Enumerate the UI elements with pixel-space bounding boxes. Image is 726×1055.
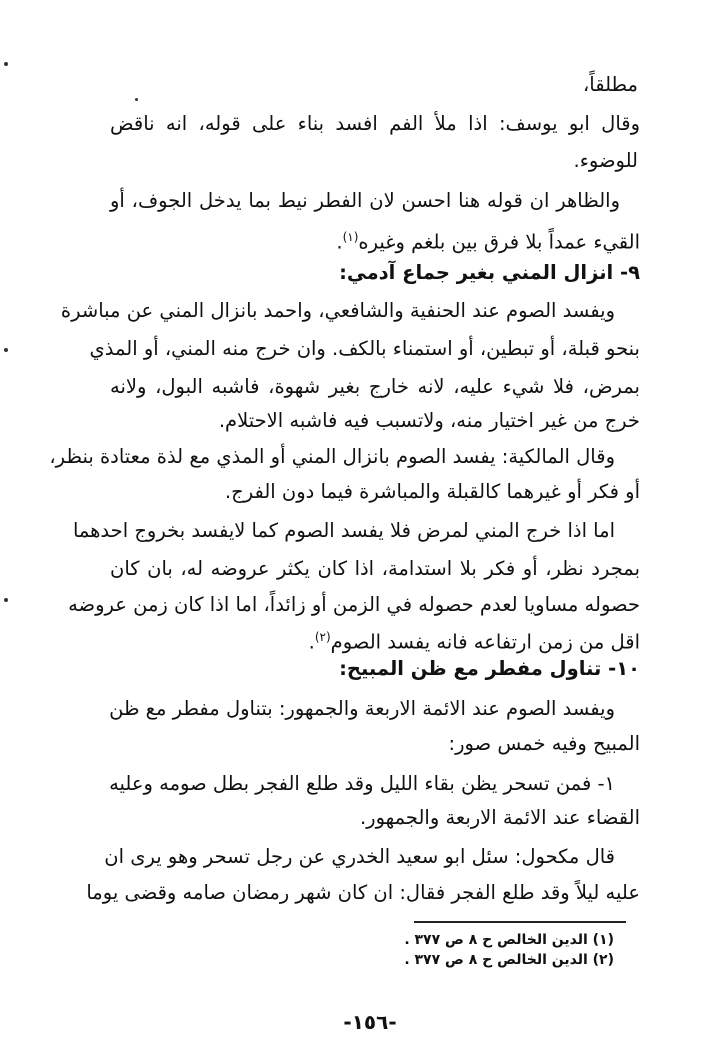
text-line: للوضوء.: [573, 149, 638, 172]
footnote-ref: (٢): [314, 630, 331, 644]
footnote-separator: [414, 921, 626, 923]
text-line: عليه ليلاً وقد طلع الفجر فقال: ان كان شهر رمضان صامه وقضى يوما: [86, 881, 640, 904]
footnote: (٢) الدين الخالص ح ٨ ص ٣٧٧ .: [404, 952, 614, 968]
text-line: بمرض، فلا شيء عليه، لانه خارج بغير شهوة، فاشبه البول، ولانه: [110, 375, 640, 398]
text-line: اما اذا خرج المني لمرض فلا يفسد الصوم كما لايفسد بخروج احدهما: [72, 519, 615, 542]
page-number: -١٥٦-: [343, 1010, 397, 1034]
section-heading: ١٠- تناول مفطر مع ظن المبيح:: [339, 657, 640, 680]
section-heading: ٩- انزال المني بغير جماع آدمي:: [339, 261, 640, 284]
text-line: ويفسد الصوم عند الائمة الاربعة والجمهور: بتناول مفطر مع ظن: [109, 697, 615, 720]
text-line: بنحو قبلة، أو تبطين، أو استمناء بالكف. وان خرج منه المني، أو المذي: [89, 337, 640, 360]
scan-speck: [4, 598, 8, 602]
text-line: حصوله مساويا لعدم حصوله في الزمن أو زائداً، اما اذا كان زمن عروضه: [68, 593, 640, 616]
scan-speck: [135, 98, 138, 101]
footnote: (١) الدين الخالص ح ٨ ص ٣٧٧ .: [404, 932, 614, 948]
text-line: القضاء عند الائمة الاربعة والجمهور.: [359, 806, 640, 829]
text-line: بمجرد نظر، أو فكر بلا استدامة، اذا كان يكثر عروضه له، بان كان: [110, 557, 640, 580]
text-line-with-ref: القيء عمداً بلا فرق بين بلغم وغيره$^{(١)}$.: [336, 230, 640, 254]
scan-speck: [4, 348, 8, 352]
text-line: قال مكحول: سئل ابو سعيد الخدري عن رجل تسحر وهو يرى ان: [104, 845, 615, 868]
text-line-with-ref: اقل من زمن ارتفاعه فانه يفسد الصوم$^{(٢)}$.: [308, 630, 640, 654]
text-line: ١- فمن تسحر يظن بقاء الليل وقد طلع الفجر بطل صومه وعليه: [109, 772, 615, 795]
text-line: خرج من غير اختيار منه، ولاتسبب فيه فاشبه الاحتلام.: [218, 409, 640, 432]
text-run: اقل من زمن ارتفاعه فانه يفسد الصوم: [330, 630, 640, 654]
text-line: ويفسد الصوم عند الحنفية والشافعي، واحمد بانزال المني عن مباشرة: [60, 299, 615, 322]
text-run: القيء عمداً بلا فرق بين بلغم وغيره: [358, 230, 640, 254]
footnote-ref: (١): [342, 230, 359, 244]
text-line: أو فكر أو غيرهما كالقبلة والمباشرة فيما دون الفرج.: [224, 480, 640, 503]
scan-speck: [4, 62, 8, 66]
text-line: والظاهر ان قوله هنا احسن لان الفطر نيط بما يدخل الجوف، أو: [110, 189, 620, 212]
text-line: مطلقاً،: [583, 73, 638, 96]
text-line: وقال المالكية: يفسد الصوم بانزال المني أو المذي مع لذة معتادة بنظر،: [49, 445, 615, 468]
text-line: المبيح وفيه خمس صور:: [448, 732, 640, 755]
text-line: وقال ابو يوسف: اذا ملأ الفم افسد بناء على قوله، انه ناقض: [110, 112, 640, 135]
